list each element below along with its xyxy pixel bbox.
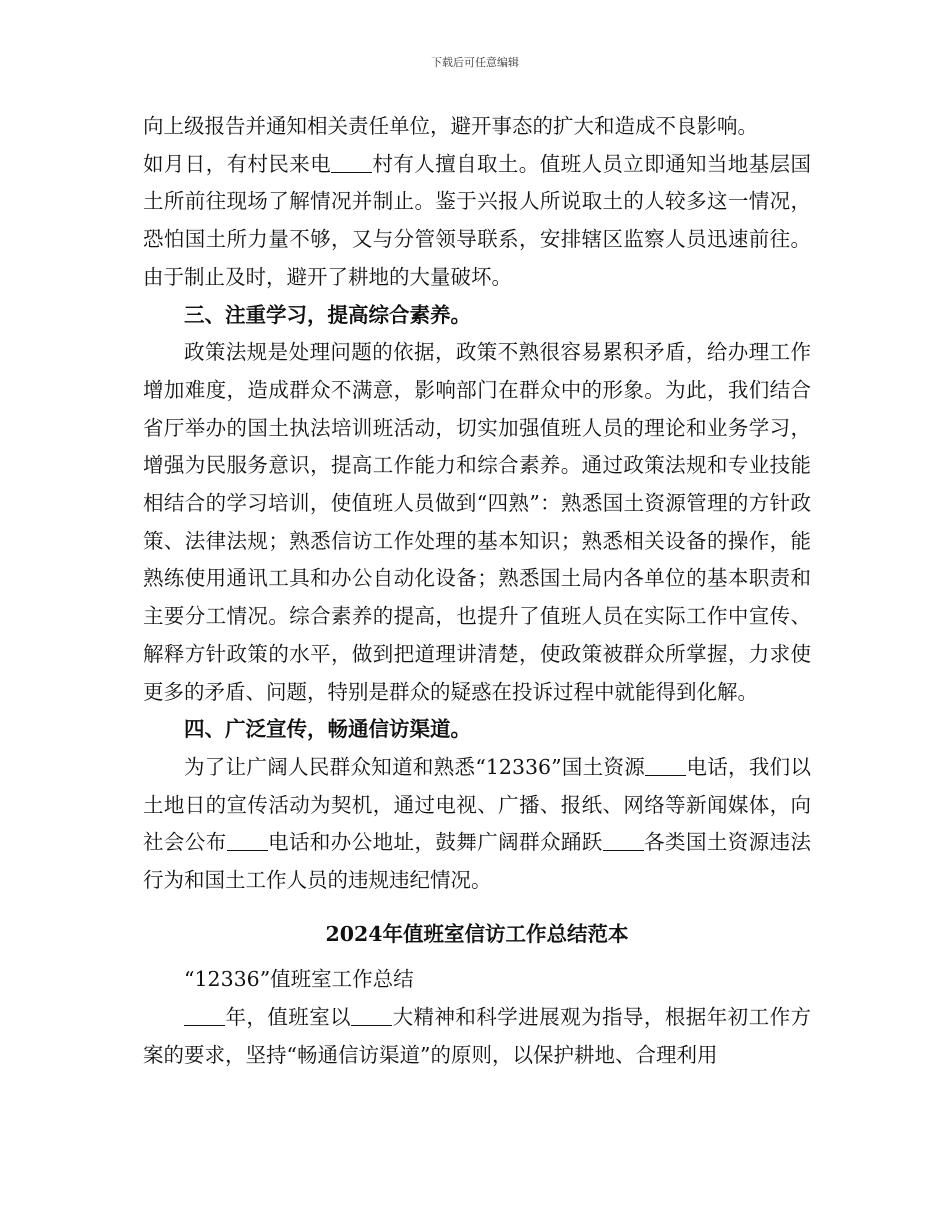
paragraph-publicity — [143, 749, 811, 900]
section-heading-publicity: 四、广泛宣传，畅通信访渠道。 — [184, 717, 471, 742]
text-segment: 电话和办公地址，鼓舞广阔群众踊跃 — [267, 830, 603, 855]
download-note: 下载后可任意编辑 — [431, 56, 519, 69]
paragraph-summary-intro — [143, 999, 811, 1074]
document-body — [143, 108, 811, 1075]
text-segment: 电话，我们以土地日的宣传活动为契机，通过电视、广播、报纸、网络等新闻媒体，向社会公布 — [143, 754, 811, 855]
blank-underline — [227, 830, 268, 852]
paragraph-soil-incident — [143, 146, 811, 297]
document-title: 2024年值班室信访工作总结范本 — [325, 921, 629, 946]
text-segment: 年，值班室以 — [225, 1005, 352, 1030]
blank-underline — [184, 1005, 225, 1027]
paragraph-report: 向上级报告并通知相关责任单位，避开事态的扩大和造成不良影响。 — [143, 114, 758, 138]
text-segment: 大精神和科学进展观为指导，根据年初工作方案的要求，坚持“畅通信访渠道”的原则，以保护耕地、合理利用 — [143, 1005, 812, 1067]
subtitle-line: “12336”值班室工作总结 — [184, 967, 414, 992]
text-segment: 如月日，有村民来电 — [143, 151, 332, 176]
text-segment: 各类国土资源违法行为和国土工作人员的违规违纪情况。 — [143, 830, 812, 893]
blank-underline — [603, 830, 644, 852]
blank-underline — [351, 1005, 392, 1027]
paragraph-study: 政策法规是处理问题的依据，政策不熟很容易累积矛盾，给办理工作增加难度，造成群众不满意，影响部门在群众中的形象。为此，我们结合省厅举办的国土执法培训班活动，切实加强值班人员的理论和业务学习，增强为民服务意识，提高工作能力和综合素养。通过政策法规和专业技能相结合的学习培训，使值班人员做到“四熟”：熟悉国土资源管理的方针政策、法律法规；熟悉信访工作处理的基本知识；熟悉相关设备的操作，能熟练使用通讯工具和办公自动化设备；熟悉国土局内各单位的基本职责和主要分工情况。综合素养的提高，也提升了值班人员在实际工作中宣传、解释方针政策的水平，做到把道理讲清楚，使政策被群众所掌握，力求使更多的矛盾、问题，特别是群众的疑惑在投诉过程中就能得到化解。 — [143, 340, 811, 704]
text-segment: 村有人擅自取土。值班人员立即通知当地基层国土所前往现场了解情况并制止。鉴于兴报人所说取土的人较多这一情况，恐怕国土所力量不够，又与分管领导联系，安排辖区监察人员迅速前往。由于制止及时，避开了耕地的大量破坏。 — [143, 151, 812, 289]
blank-underline — [645, 754, 686, 776]
text-segment: 为了让广阔人民群众知道和熟悉“12336”国土资源 — [184, 754, 646, 779]
blank-underline — [331, 151, 372, 173]
section-heading-study: 三、注重学习，提高综合素养。 — [184, 302, 471, 327]
